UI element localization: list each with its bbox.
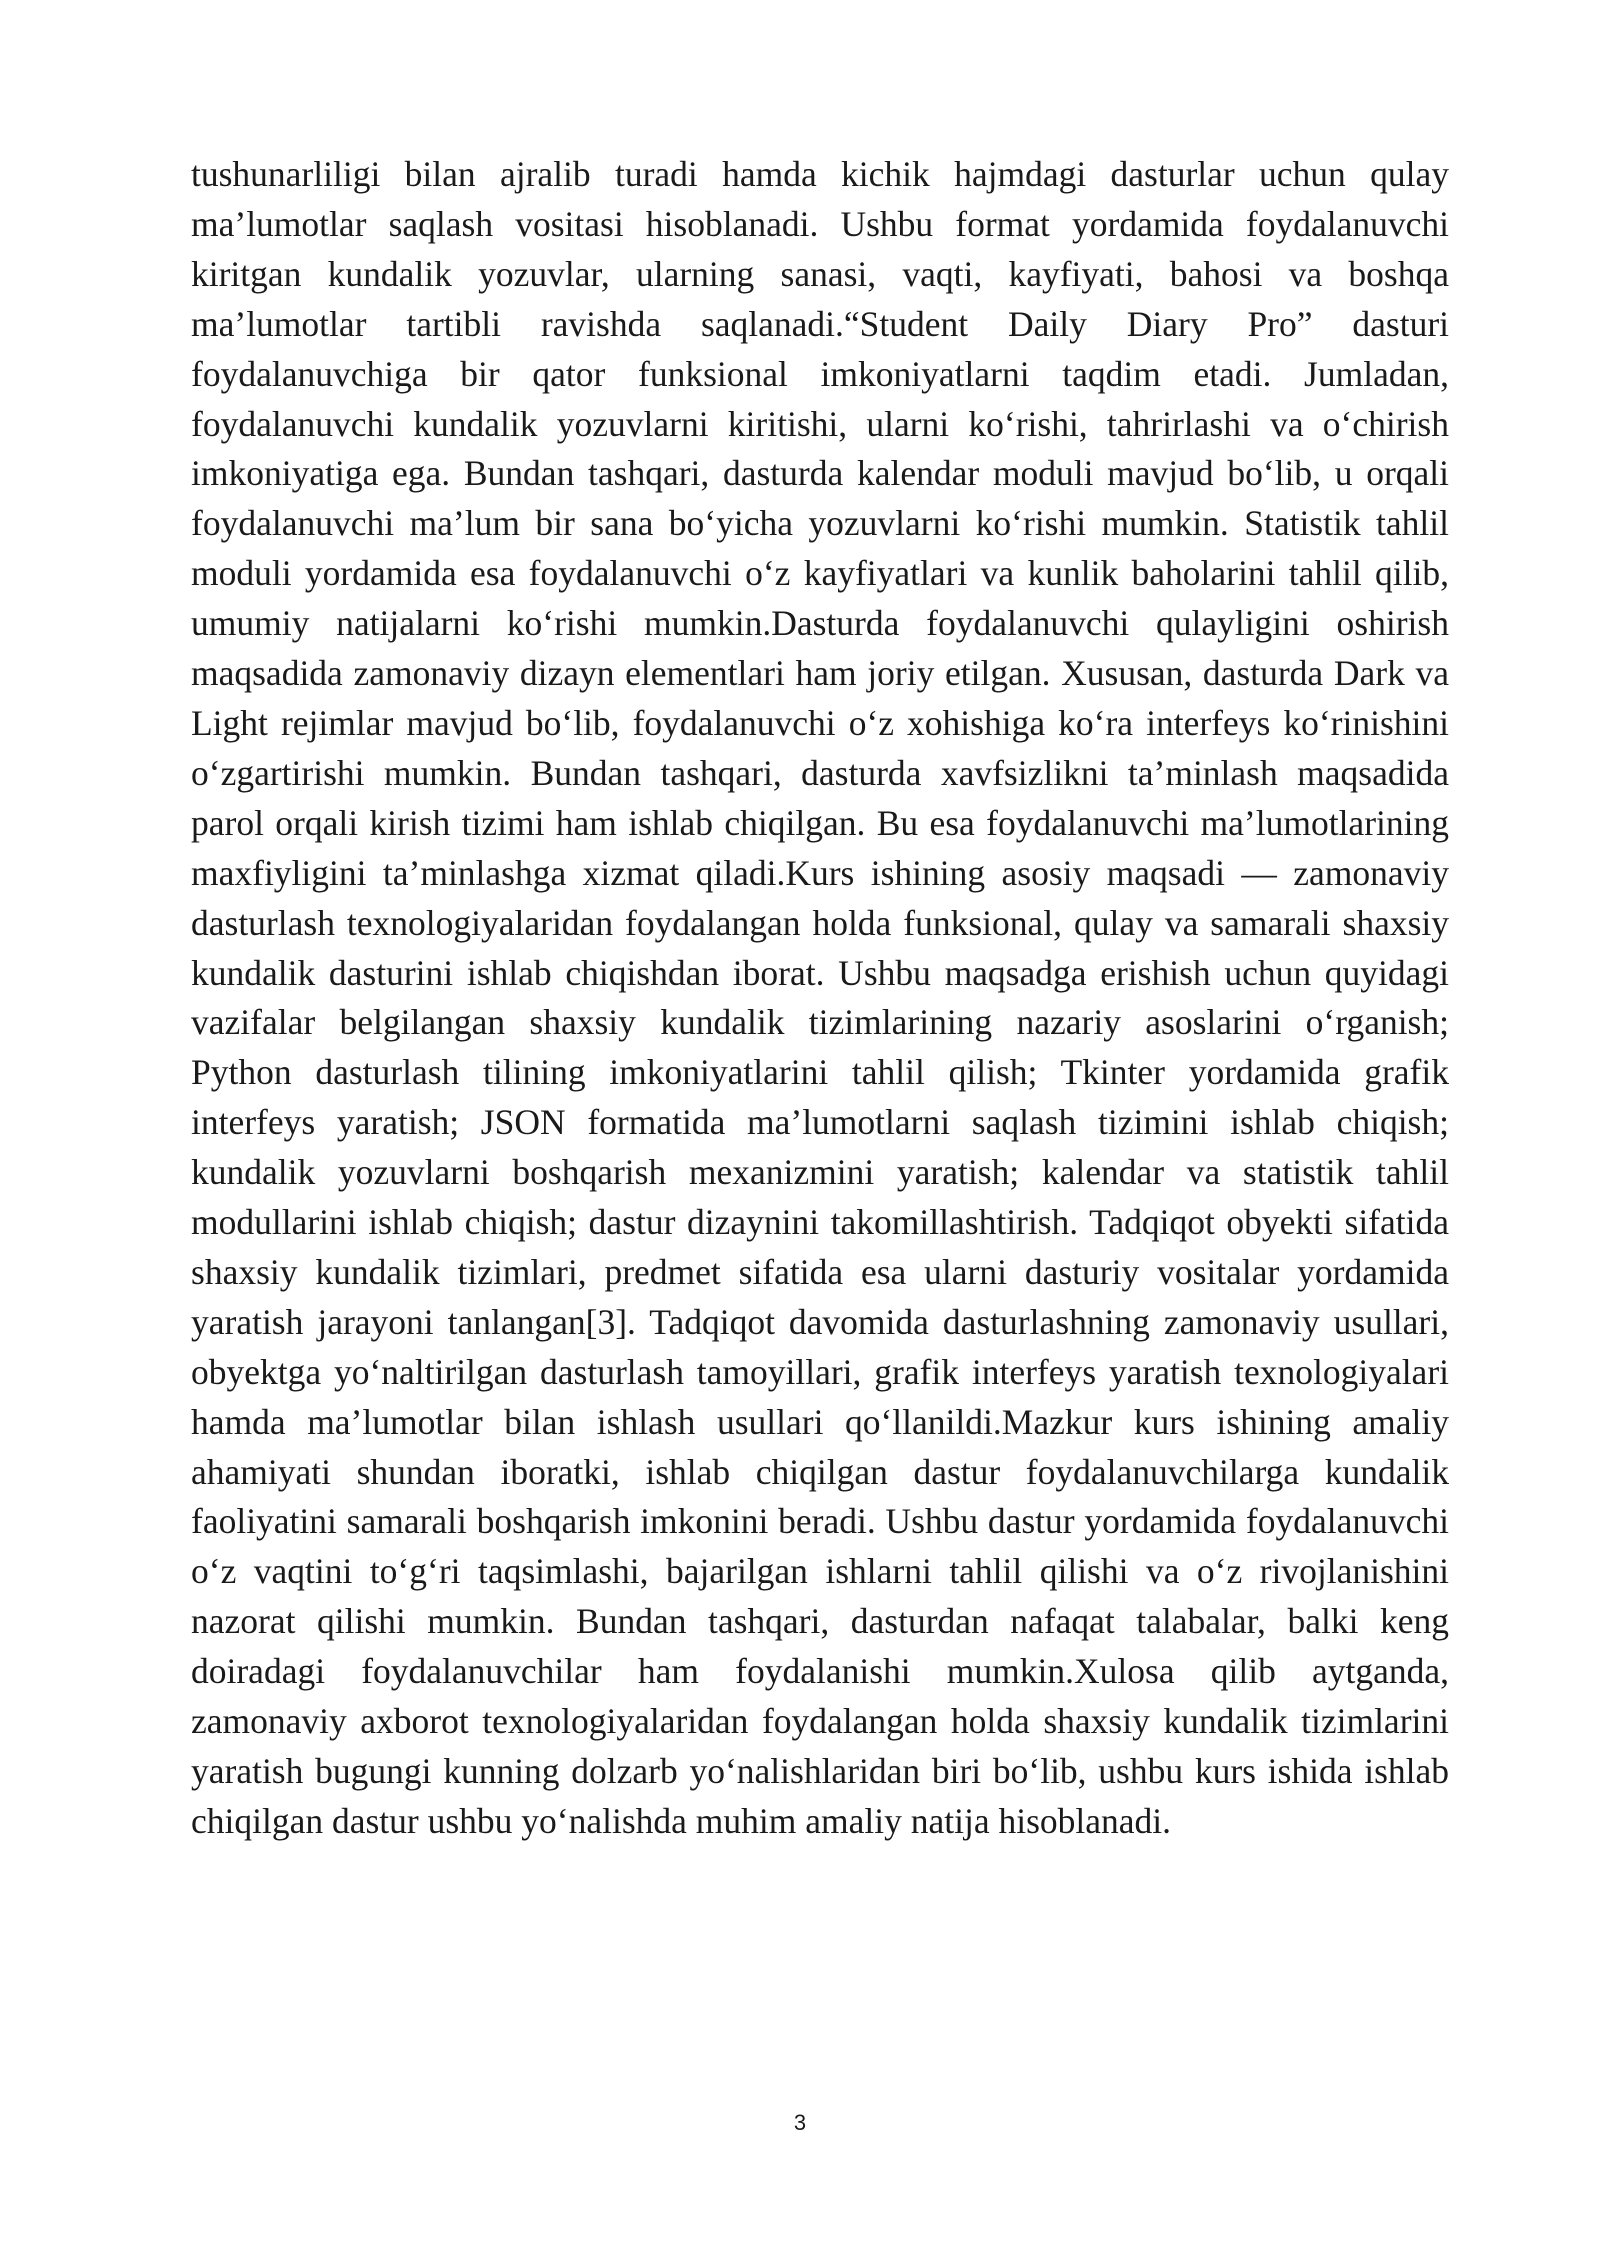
body-paragraph: tushunarliligi bilan ajralib turadi hamda kichik hajmdagi dasturlar uchun qulay ma’lumotlar saqlash vositasi hisoblanadi. Ushbu format yordamida foydalanuvchi kiritgan kundalik yozuvlar, ularning sanasi, vaqti, kayfiyati, bahosi va boshqa ma’lumotlar tartibli ravishda saqlanadi.“Student Daily Diary Pro” dasturi foydalanuvchiga bir qator funksional imkoniyatlarni taqdim etadi. Jumladan, foydalanuvchi kundalik yozuvlarni kiritishi, ularni ko‘rishi, tahrirlashi va o‘chirish imkoniyatiga ega. Bundan tashqari, dasturda kalendar moduli mavjud bo‘lib, u orqali foydalanuvchi ma’lum bir sana bo‘yicha yozuvlarni ko‘rishi mumkin. Statistik tahlil moduli yordamida esa foydalanuvchi o‘z kayfiyatlari va kunlik baholarini tahlil qilib, umumiy natijalarni ko‘rishi mumkin.Dasturda foydalanuvchi qulayligini oshirish maqsadida zamonaviy dizayn elementlari ham joriy etilgan. Xususan, dasturda Dark va Light rejimlar mavjud bo‘lib, foydalanuvchi o‘z xohishiga ko‘ra interfeys ko‘rinishini o‘zgartirishi mumkin. Bundan tashqari, dasturda xavfsizlikni ta’minlash maqsadida parol orqali kirish tizimi ham ishlab chiqilgan. Bu esa foydalanuvchi ma’lumotlarining maxfiyligini ta’minlashga xizmat qiladi.Kurs ishining asosiy maqsadi — zamonaviy dasturlash texnologiyalaridan foydalangan holda funksional, qulay va samarali shaxsiy kundalik dasturini ishlab chiqishdan iborat. Ushbu maqsadga erishish uchun quyidagi vazifalar belgilangan shaxsiy kundalik tizimlarining nazariy asoslarini o‘rganish; Python dasturlash tilining imkoniyatlarini tahlil qilish; Tkinter yordamida grafik interfeys yaratish; JSON formatida ma’lumotlarni saqlash tizimini ishlab chiqish; kundalik yozuvlarni boshqarish mexanizmini yaratish; kalendar va statistik tahlil modullarini ishlab chiqish; dastur dizaynini takomillashtirish. Tadqiqot obyekti sifatida shaxsiy kundalik tizimlari, predmet sifatida esa ularni dasturiy vositalar yordamida yaratish jarayoni tanlangan[3]. Tadqiqot davomida dasturlashning zamonaviy usullari, obyektga yo‘naltirilgan dasturlash tamoyillari, grafik interfeys yaratish texnologiyalari hamda ma’lumotlar bilan ishlash usullari qo‘llanildi.Mazkur kurs ishining amaliy ahamiyati shundan iboratki, ishlab chiqilgan dastur foydalanuvchilarga kundalik faoliyatini samarali boshqarish imkonini beradi. Ushbu dastur yordamida foydalanuvchi o‘z vaqtini to‘g‘ri taqsimlashi, bajarilgan ishlarni tahlil qilishi va o‘z rivojlanishini nazorat qilishi mumkin. Bundan tashqari, dasturdan nafaqat talabalar, balki keng doiradagi foydalanuvchilar ham foydalanishi mumkin.Xulosa qilib aytganda, zamonaviy axborot texnologiyalaridan foydalangan holda shaxsiy kundalik tizimlarini yaratish bugungi kunning dolzarb yo‘nalishlaridan biri bo‘lib, ushbu kurs ishida ishlab chiqilgan dastur ushbu yo‘nalishda muhim amaliy natija hisoblanadi. xyxy=(191,154,1449,1841)
page-number: 3 xyxy=(793,2110,807,2135)
